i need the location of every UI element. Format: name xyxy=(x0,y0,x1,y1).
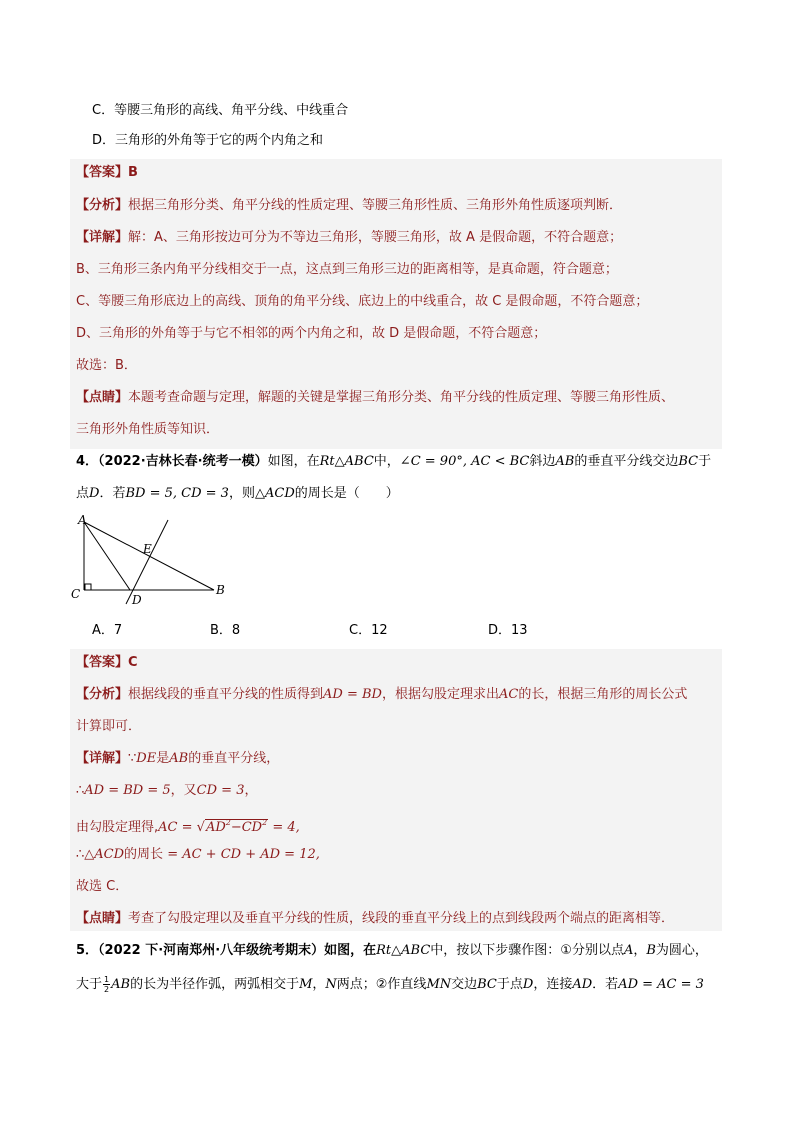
line-de xyxy=(126,520,168,604)
math-ab: AB xyxy=(111,977,131,992)
fraction-numerator: 1 xyxy=(104,975,110,984)
therefore-symbol: ∴ xyxy=(76,847,85,862)
analysis-line-1-q4 xyxy=(76,684,687,706)
math-triangle: △ xyxy=(334,454,345,469)
comment-label: 【点睛】 xyxy=(76,911,129,926)
detail-text: ， xyxy=(244,783,258,798)
q5-text: 的长为半径作弧，两弧相交于 xyxy=(130,977,300,992)
math-acd: △ACD xyxy=(84,847,125,862)
q5-text: 于点 xyxy=(496,977,523,992)
detail-text: ，又 xyxy=(170,783,197,798)
q5-text: 中，按以下步骤作图：①分别以点 xyxy=(430,943,624,958)
q4-text: 点 xyxy=(76,486,90,501)
detail-text: 是 xyxy=(156,751,170,766)
math-angle-c: ∠C = 90°, xyxy=(399,454,467,469)
q5-text: ，连接 xyxy=(533,977,573,992)
sqrt-symbol: √ xyxy=(196,820,205,835)
detail-text: 的垂直平分线， xyxy=(188,751,280,766)
math-bc: BC xyxy=(477,977,497,992)
q5-source: 5．（2022 下·河南郑州·八年级统考期末）如图，在 xyxy=(76,943,377,958)
math-d: D xyxy=(89,486,100,501)
q5-text: 交边 xyxy=(451,977,478,992)
math-mn: MN xyxy=(426,977,452,992)
q5-text: ， xyxy=(633,943,647,958)
detail-line-5-q4: 故选 C． xyxy=(76,879,129,894)
exponent-2: 2 xyxy=(262,818,268,827)
label-c: C xyxy=(71,587,81,601)
math-perimeter: = AC + CD + AD = 12, xyxy=(163,847,320,862)
analysis-label: 【分析】 xyxy=(76,198,129,213)
segment-ad xyxy=(84,522,130,590)
q4-text: 如图，在 xyxy=(267,454,320,469)
fraction-one-half xyxy=(103,975,110,994)
q4-text: 的垂直平分线交边 xyxy=(574,454,679,469)
right-angle-marker xyxy=(85,584,91,590)
analysis-label: 【分析】 xyxy=(76,687,129,702)
math-ad: AD xyxy=(205,820,226,835)
analysis-line-q3 xyxy=(76,195,622,217)
math-d: D xyxy=(522,977,534,992)
math-a: A xyxy=(623,943,634,958)
math-minus-cd: −CD xyxy=(230,820,263,835)
q5-text: ．若 xyxy=(592,977,619,992)
math-ad-bd-5: AD = BD = 5 xyxy=(84,783,171,798)
therefore-symbol: ∴ xyxy=(76,783,85,798)
math-ab: AB xyxy=(555,454,575,469)
math-ab: AB xyxy=(169,751,189,766)
comment-text-1: 本题考查命题与定理，解题的关键是掌握三角形分类、角平分线的性质定理、等腰三角形性质、 xyxy=(128,390,675,405)
q4-text: 的周长是（ ） xyxy=(294,486,399,501)
q4-text: ，则 xyxy=(228,486,255,501)
answer-line-q3 xyxy=(76,162,138,184)
fraction-denominator: 2 xyxy=(104,985,110,994)
detail-label: 【详解】 xyxy=(76,230,129,245)
math-ad-bd: AD = BD xyxy=(323,687,382,702)
math-cd: CD = 3 xyxy=(181,486,229,501)
answer-line-q4 xyxy=(76,652,138,674)
q4-source: 4．（2022·吉林长春·统考一模） xyxy=(76,454,268,469)
choice-b: B．8 xyxy=(210,623,241,638)
detail-line-5-q3: 故选：B． xyxy=(76,358,137,373)
because-symbol: ∵ xyxy=(128,751,137,766)
analysis-text: 根据线段的垂直平分线的性质得到 xyxy=(128,687,324,702)
q4-stem-line-2 xyxy=(76,483,399,505)
math-cd-3: CD = 3 xyxy=(196,783,245,798)
math-abc: ABC xyxy=(344,454,374,469)
detail-line-1-q3 xyxy=(76,227,622,249)
detail-label: 【详解】 xyxy=(76,751,129,766)
q4-text: 中， xyxy=(373,454,400,469)
segment-ab xyxy=(84,522,214,590)
label-a: A xyxy=(78,513,87,527)
math-abc: ABC xyxy=(401,943,431,958)
answer-value: C xyxy=(128,655,138,670)
choice-c: C．12 xyxy=(349,623,388,638)
comment-label: 【点睛】 xyxy=(76,390,129,405)
math-rt: Rt xyxy=(376,943,392,958)
math-ad-ac-3: AD = AC = 3 xyxy=(618,977,704,992)
choice-d: D．13 xyxy=(488,623,528,638)
comment-line-1-q3 xyxy=(76,387,674,409)
exponent-2: 2 xyxy=(225,818,231,827)
q4-text: 斜边 xyxy=(529,454,556,469)
math-ac-lt-bc: AC < BC xyxy=(471,454,530,469)
q5-text: 两点；②作直线 xyxy=(336,977,427,992)
q5-stem-line-1 xyxy=(76,940,708,962)
detail-line-4-q4 xyxy=(76,844,320,866)
detail-text: 的周长 xyxy=(124,847,164,862)
math-acd: △ACD xyxy=(254,486,295,501)
math-bd: BD = 5, xyxy=(125,486,178,501)
detail-line-4-q3: D、三角形的外角等于与它不相邻的两个内角之和，故 D 是假命题，不符合题意； xyxy=(76,326,547,341)
q4-stem-line-1 xyxy=(76,451,711,473)
math-triangle: △ xyxy=(391,943,402,958)
detail-line-2-q4 xyxy=(76,780,258,802)
detail-line-2-q3: B、三角形三条内角平分线相交于一点，这点到三角形三边的距离相等，是真命题，符合题意； xyxy=(76,262,618,277)
math-ad: AD xyxy=(572,977,593,992)
analysis-text: ，根据勾股定理求出 xyxy=(381,687,499,702)
q5-text: 大于 xyxy=(76,977,103,992)
label-d: D xyxy=(132,593,142,607)
q4-text: ．若 xyxy=(99,486,126,501)
math-bc: BC xyxy=(678,454,699,469)
comment-line-q4 xyxy=(76,908,674,930)
math-rt: Rt xyxy=(319,454,335,469)
answer-label: 【答案】 xyxy=(76,165,129,180)
option-d: D．三角形的外角等于它的两个内角之和 xyxy=(92,133,324,148)
math-n: N xyxy=(325,977,337,992)
analysis-line-2-q4: 计算即可． xyxy=(76,719,142,734)
q5-stem-line-2 xyxy=(76,974,704,996)
label-e: E xyxy=(143,542,152,556)
sqrt-radicand xyxy=(205,819,268,835)
comment-line-2-q3: 三角形外角性质等知识． xyxy=(76,422,220,437)
answer-label: 【答案】 xyxy=(76,655,129,670)
math-b: B xyxy=(646,943,656,958)
analysis-text: 的长，根据三角形的周长公式 xyxy=(518,687,688,702)
analysis-text: 根据三角形分类、角平分线的性质定理、等腰三角形性质、三角形外角性质逐项判断． xyxy=(128,198,623,213)
q5-text: 为圆心， xyxy=(655,943,708,958)
detail-line-3-q3: C、等腰三角形底边上的高线、顶角的角平分线、底边上的中线重合，故 C 是假命题，不符合题意； xyxy=(76,294,649,309)
detail-text: 由勾股定理得, xyxy=(76,820,159,835)
option-c: C．等腰三角形的高线、角平分线、中线重合 xyxy=(92,103,349,118)
detail-line-1-q4 xyxy=(76,748,279,770)
choice-a: A．7 xyxy=(92,623,123,638)
label-b: B xyxy=(216,583,225,597)
math-eq-4: = 4, xyxy=(268,820,300,835)
math-ac: AC xyxy=(499,687,519,702)
comment-text: 考查了勾股定理以及垂直平分线的性质，线段的垂直平分线上的点到线段两个端点的距离相等． xyxy=(128,911,675,926)
math-de: DE xyxy=(136,751,157,766)
math-ac-eq: AC = xyxy=(158,820,197,835)
detail-line-3-q4 xyxy=(76,812,300,839)
answer-value: B xyxy=(128,165,138,180)
math-m: M xyxy=(299,977,313,992)
q4-choices xyxy=(92,620,528,642)
q5-text: ， xyxy=(312,977,326,992)
q4-figure xyxy=(68,512,230,608)
q4-text: 于 xyxy=(698,454,712,469)
detail-text-1: 解：A、三角形按边可分为不等边三角形，等腰三角形，故 A 是假命题，不符合题意； xyxy=(128,230,623,245)
